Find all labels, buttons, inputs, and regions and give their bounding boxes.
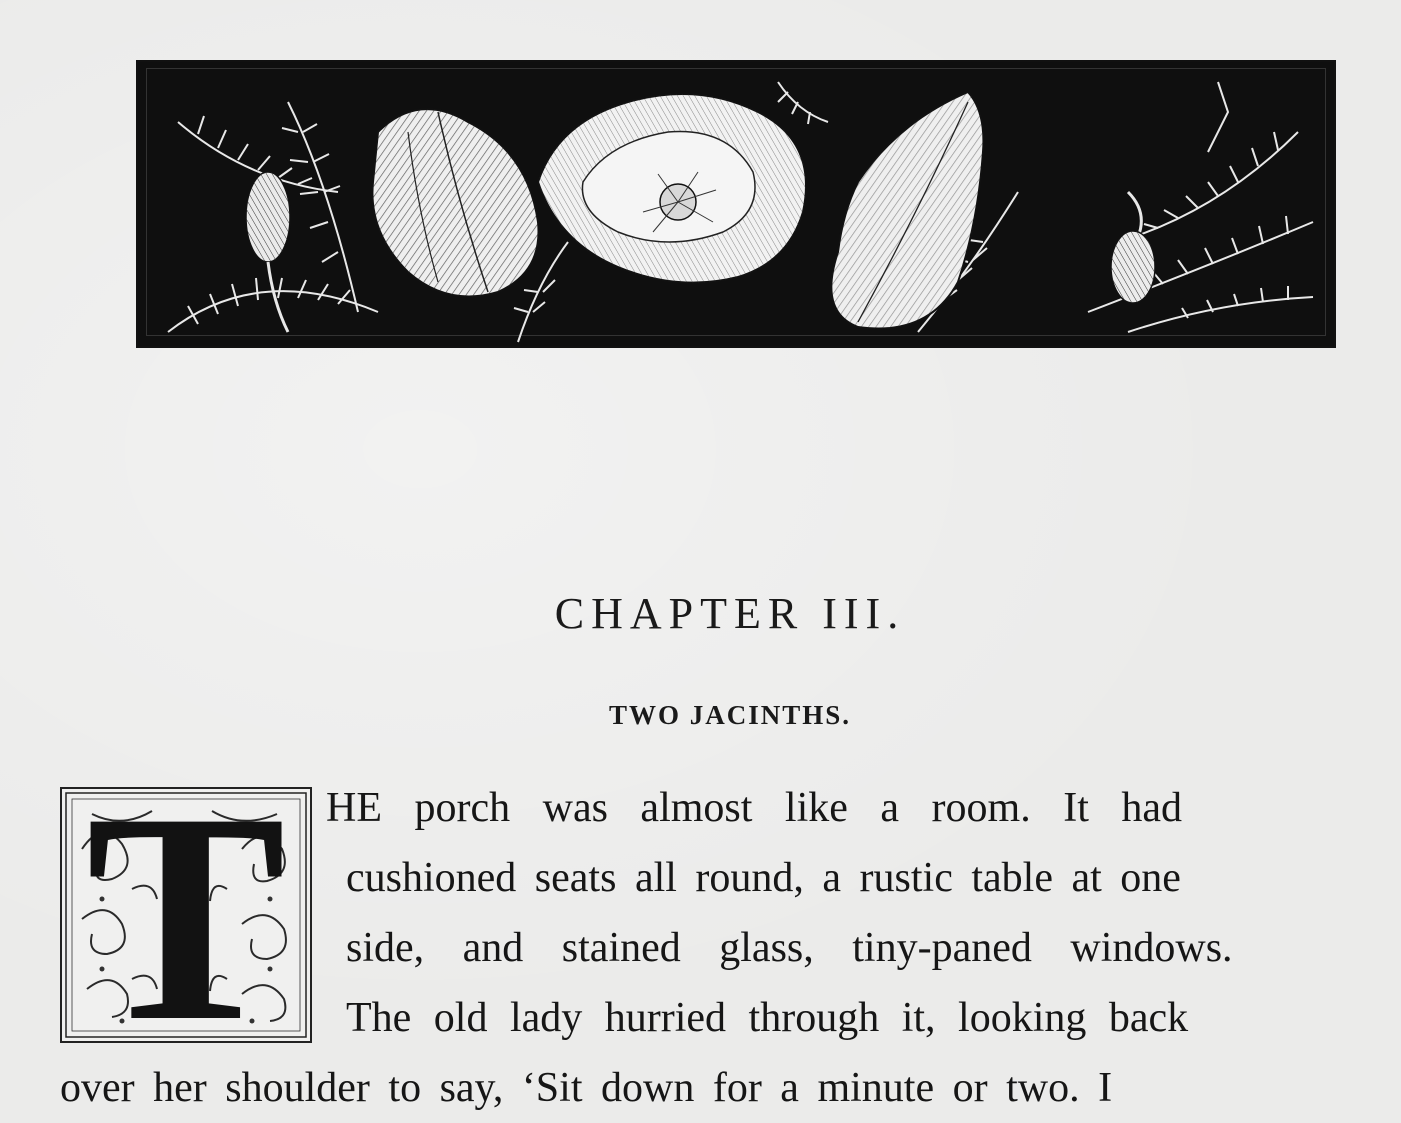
body-line-2: cushioned seats all round, a rustic table at one — [346, 855, 1181, 901]
floral-header-illustration — [136, 60, 1336, 348]
body-line-4: The old lady hurried through it, looking back — [346, 995, 1189, 1041]
poppy-bud-right-icon — [1111, 192, 1155, 303]
chapter-title: CHAPTER III. — [554, 589, 906, 638]
drop-cap-letter: T — [85, 787, 287, 1043]
poppy-bud-left-icon — [246, 172, 290, 332]
poppy-flower-left-icon — [372, 109, 538, 296]
poppy-illustration — [138, 62, 1334, 346]
chapter-subtitle: TWO JACINTHS. — [608, 700, 852, 730]
body-line-3: side, and stained glass, tiny-paned windows. — [346, 925, 1233, 971]
poppy-flower-open-icon — [538, 94, 806, 283]
poppy-flower-right-icon — [831, 92, 983, 329]
body-line-5: over her shoulder to say, ‘Sit down for a minute or two. I — [60, 1065, 1113, 1111]
ornamental-drop-cap — [60, 787, 312, 1043]
body-line-1: HE porch was almost like a room. It had — [326, 785, 1182, 831]
